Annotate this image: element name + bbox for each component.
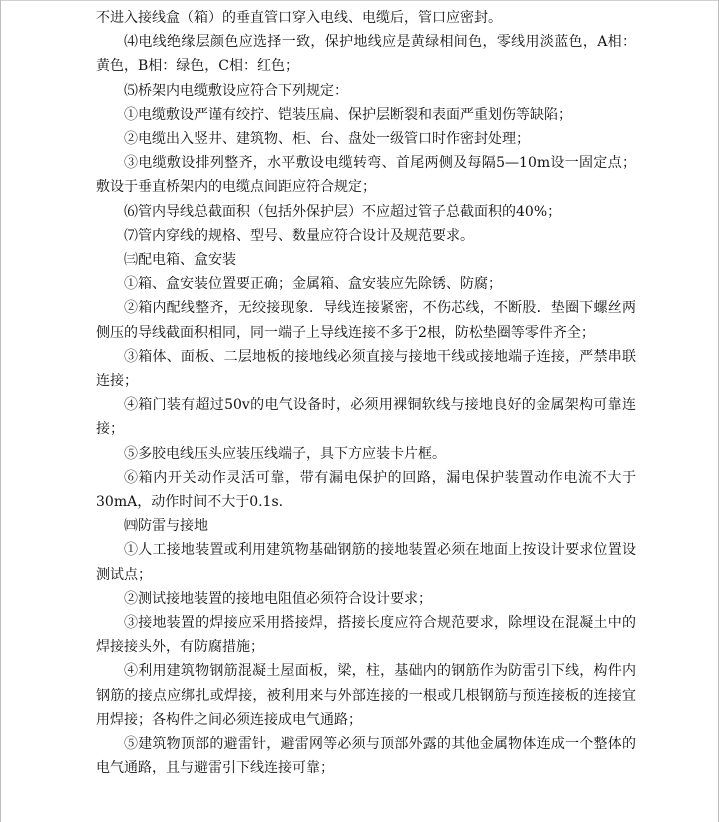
paragraph-tray-rule-3: ③电缆敷设排列整齐，水平敷设电缆转弯、首尾两侧及每隔5—10m设一固定点；敷设于垂直桥架内的电缆点间距应符合规定； xyxy=(96,155,636,196)
paragraph-box-rule-5: ⑤多胶电线压头应装压线端子，具下方应装卡片框。 xyxy=(124,445,446,462)
paragraph-wire-colors: ⑷电线绝缘层颜色应选择一致，保护地线应是黄绿相间色，零线用淡蓝色，A相：黄色，B相：绿色，C相：红色； xyxy=(96,34,636,75)
paragraph-ground-rule-4: ④利用建筑物钢筋混凝土屋面板，梁，柱，基础内的钢筋作为防雷引下线，构件内钢筋的接点应绑扎或焊接，被利用来与外部连接的一根或几根钢筋与预连接板的连接宜用焊接；各构件之间必须连接成电气通路； xyxy=(96,663,636,728)
paragraph-tray-rule-2: ②电缆出入竖井、建筑物、柜、台、盘处一级管口时作密封处理； xyxy=(124,131,530,148)
paragraph-tray-rule-1: ①电缆敷设严谨有绞拧、铠装压扁、保护层断裂和表面严重划伤等缺陷； xyxy=(124,106,572,123)
paragraph-ground-rule-5: ⑤建筑物顶部的避雷针，避雷网等必须与顶部外露的其他金属物体连成一个整体的电气通路，且与避雷引下线连接可靠； xyxy=(96,736,636,777)
page-top-edge xyxy=(0,0,719,1)
paragraph-box-rule-3: ③箱体、面板、二层地板的接地线必须直接与接地干线或接地端子连接，严禁串联连接； xyxy=(96,348,636,390)
document-body xyxy=(96,6,636,781)
paragraph-box-rule-2: ②箱内配线整齐，无绞接现象．导线连接紧密，不伤芯线，不断股．垫圈下螺丝两侧压的导线截面积相同，同一端子上导线连接不多于2根，防松垫圈等零件齐全； xyxy=(96,300,636,341)
paragraph-box-rule-6: ⑥箱内开关动作灵活可靠，带有漏电保护的回路，漏电保护装置动作电流不大于30mA，动作时间不大于0.1s. xyxy=(96,469,636,511)
paragraph-conduit-area: ⑹管内导线总截面积（包括外保护层）不应超过管子总截面积的40%； xyxy=(124,203,562,220)
section-heading-distribution-box: ㈢配电箱、盒安装 xyxy=(124,252,236,269)
section-heading-lightning-grounding: ㈣防雷与接地 xyxy=(124,518,208,535)
paragraph-ground-rule-3: ③接地装置的焊接应采用搭接焊，搭接长度应符合规范要求，除埋设在混凝土中的焊接接头外，有防腐措施； xyxy=(96,615,636,656)
paragraph-continuation: 不进入接线盒（箱）的垂直管口穿入电线、电缆后，管口应密封。 xyxy=(96,10,502,26)
paragraph-conduit-spec: ⑺管内穿线的规格、型号、数量应符合设计及规范要求。 xyxy=(124,227,474,244)
paragraph-box-rule-1: ①箱、盒安装位置要正确；金属箱、盒安装应先除锈、防腐； xyxy=(124,276,502,293)
paragraph-tray-rules-heading: ⑸桥架内电缆敷设应符合下列规定： xyxy=(124,82,348,99)
paragraph-ground-rule-1: ①人工接地装置或利用建筑物基础钢筋的接地装置必须在地面上按设计要求位置设测试点； xyxy=(96,542,636,583)
page-left-edge xyxy=(0,0,1,822)
paragraph-box-rule-4: ④箱门装有超过50v的电气设备时，必须用裸铜软线与接地良好的金属架构可靠连接； xyxy=(96,397,636,438)
paragraph-ground-rule-2: ②测试接地装置的接地电阻值必须符合设计要求； xyxy=(124,590,432,607)
